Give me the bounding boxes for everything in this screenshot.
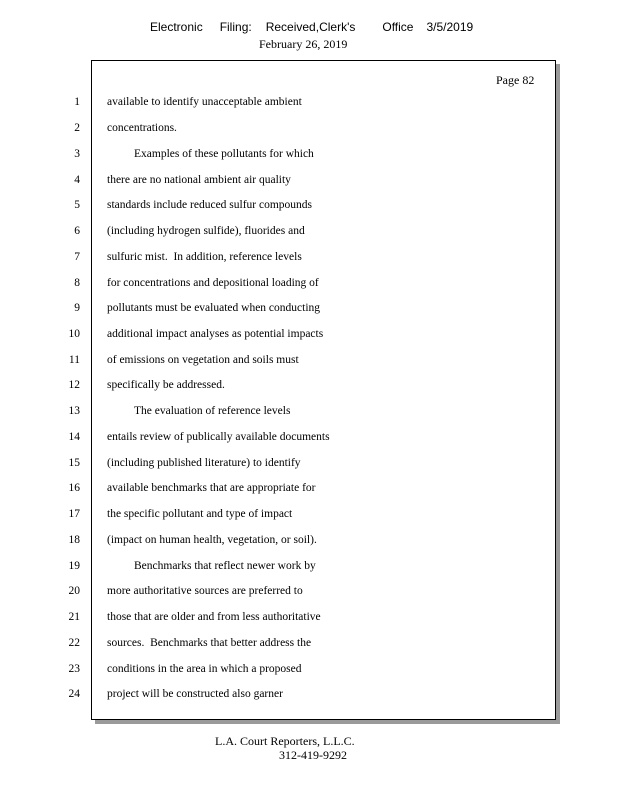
line-text: Examples of these pollutants for which <box>134 148 314 160</box>
reporter-phone: 312-419-9292 <box>279 748 347 762</box>
line-number: 3 <box>74 148 80 160</box>
line-number: 22 <box>68 637 80 649</box>
line-number: 23 <box>68 663 80 675</box>
line-text: additional impact analyses as potential impacts <box>107 328 324 340</box>
line-text: pollutants must be evaluated when conducting <box>107 302 321 314</box>
stamp-received: Received,Clerk's <box>265 20 356 34</box>
filing-stamp-line <box>150 20 473 34</box>
line-text: specifically be addressed. <box>107 379 225 391</box>
line-number: 7 <box>74 251 80 263</box>
line-text: (including published literature) to identify <box>107 457 301 469</box>
line-number: 5 <box>74 199 80 211</box>
line-text: the specific pollutant and type of impact <box>107 508 293 520</box>
line-text: Benchmarks that reflect newer work by <box>134 560 316 572</box>
stamp-office: Office <box>382 20 414 34</box>
line-number: 20 <box>68 585 80 597</box>
line-number: 4 <box>74 174 80 186</box>
line-number: 24 <box>68 688 80 700</box>
reporter-company: L.A. Court Reporters, L.L.C. <box>215 734 355 748</box>
hearing-date: February 26, 2019 <box>259 37 348 51</box>
line-number: 14 <box>68 431 80 443</box>
line-text: concentrations. <box>107 122 177 134</box>
line-number: 10 <box>68 328 80 340</box>
filing-stamp <box>0 18 618 58</box>
line-number: 12 <box>68 379 80 391</box>
line-text: of emissions on vegetation and soils must <box>107 354 299 366</box>
line-number: 2 <box>74 122 80 134</box>
line-number: 21 <box>68 611 80 623</box>
line-text: The evaluation of reference levels <box>134 405 291 417</box>
line-text: more authoritative sources are preferred to <box>107 585 303 597</box>
line-text: those that are older and from less authoritative <box>107 611 321 623</box>
line-text: (impact on human health, vegetation, or soil). <box>107 534 317 546</box>
line-number: 11 <box>68 354 80 366</box>
line-number: 18 <box>68 534 80 546</box>
line-text: for concentrations and depositional loading of <box>107 277 319 289</box>
line-text: conditions in the area in which a proposed <box>107 663 302 675</box>
line-number: 13 <box>68 405 80 417</box>
line-text: available benchmarks that are appropriate for <box>107 482 316 494</box>
stamp-filed-date: 3/5/2019 <box>426 20 474 34</box>
line-text: sulfuric mist. In addition, reference levels <box>107 251 302 263</box>
line-text: project will be constructed also garner <box>107 688 283 700</box>
line-text: (including hydrogen sulfide), fluorides and <box>107 225 305 237</box>
line-number: 9 <box>74 302 80 314</box>
stamp-electronic: Electronic <box>150 20 203 34</box>
line-number: 17 <box>68 508 80 520</box>
line-text: available to identify unacceptable ambient <box>107 96 302 108</box>
line-text: there are no national ambient air quality <box>107 174 291 186</box>
stamp-filing: Filing: <box>219 20 252 34</box>
line-text: sources. Benchmarks that better address the <box>107 637 312 649</box>
line-number: 19 <box>68 560 80 572</box>
line-text: standards include reduced sulfur compounds <box>107 199 313 211</box>
line-text: entails review of publically available documents <box>107 431 330 443</box>
line-number: 8 <box>74 277 80 289</box>
page-number: Page 82 <box>496 73 535 87</box>
line-number: 15 <box>68 457 80 469</box>
line-number: 1 <box>74 96 80 108</box>
line-number: 6 <box>74 225 80 237</box>
line-number: 16 <box>68 482 80 494</box>
